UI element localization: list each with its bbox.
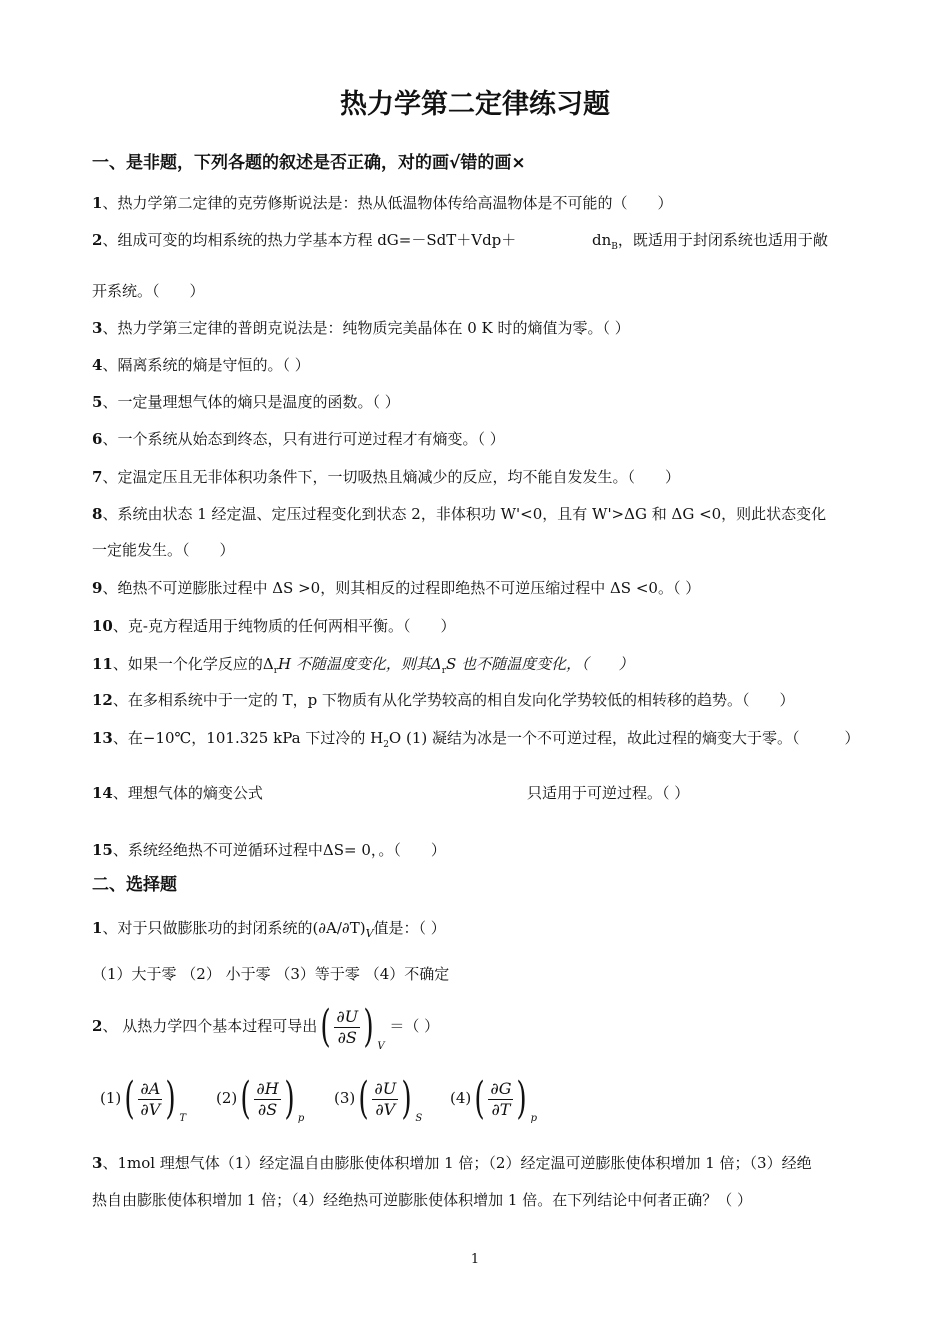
question-text-part: dn (592, 231, 612, 249)
question-text-part: O (1) 凝结为冰是一个不可逆过程，故此过程的熵变大于零。（ ） (388, 729, 860, 747)
choice-2-option-2: (2)( $\frac{\partial H}{\partial S}$ ) $_p$ (216, 1073, 305, 1124)
subscript: r (273, 666, 279, 676)
question-text: 、克-克方程适用于纯物质的任何两相平衡。（ ） (112, 617, 456, 635)
question-text: 、热力学第三定律的普朗克说法是：纯物质完美晶体在 0 K 时的熵值为零。（ ） (102, 319, 630, 337)
question-number: 10 (92, 617, 113, 635)
question-number: 11 (92, 655, 113, 673)
page-number: 1 (470, 1252, 480, 1267)
choice-question-3-continued: 热自由膨胀使体积增加 1 倍；（4）经绝热可逆膨胀使体积增加 1 倍。在下列结论中何者正确？（ ） (92, 1191, 752, 1209)
question-7 (92, 467, 680, 487)
question-number: 12 (92, 691, 113, 709)
question-text-part: H 不随温度变化，则其Δ (278, 655, 442, 673)
question-number: 2 (92, 231, 103, 249)
subscript: B (611, 242, 618, 252)
question-text-part: 值是：（ ） (373, 919, 446, 937)
section-heading-multiple-choice: 二、选择题 (92, 875, 177, 895)
question-1 (92, 193, 672, 213)
question-number: 4 (92, 356, 103, 374)
question-text-part: ，既适用于封闭系统也适用于敞 (617, 231, 828, 249)
question-number: 8 (92, 505, 103, 523)
choice-2-option-3: (3)( $\frac{\partial U}{\partial V}$ ) $_S$ (334, 1073, 423, 1124)
question-10 (92, 616, 455, 636)
question-number: 14 (92, 784, 113, 802)
question-text: 、系统由状态 1 经定温、定压过程变化到状态 2，非体积功 W'<0，且有 W'>ΔG 和 ΔG <0，则此状态变化 (102, 505, 827, 523)
question-text: 、在多相系统中于一定的 T，p 下物质有从化学势较高的相自发向化学势较低的相转移的趋势。（ ） (112, 691, 795, 709)
question-8-continued: 一定能发生。（ ） (92, 541, 235, 559)
question-14 (92, 783, 263, 803)
subscript: V (377, 1041, 385, 1052)
question-text: 、对于只做膨胀功的封闭系统的(∂A/∂T) (102, 919, 366, 937)
question-text: 、一定量理想气体的熵只是温度的函数。（ ） (102, 393, 400, 411)
question-2-continued: 开系统。（ ） (92, 282, 205, 300)
question-text: 、定温定压且无非体积功条件下，一切吸热且熵减少的反应，均不能自发发生。（ ） (102, 468, 680, 486)
question-6 (92, 429, 505, 449)
question-text: 、绝热不可逆膨胀过程中 ΔS >0，则其相反的过程即绝热不可逆压缩过程中 ΔS <0。（ ） (102, 579, 701, 597)
question-text-part: S 也不随温度变化，（ ） (446, 655, 634, 673)
question-number: 1 (92, 194, 103, 212)
question-number: 7 (92, 468, 103, 486)
question-text: 、在−10℃，101.325 kPa 下过冷的 H (112, 729, 384, 747)
question-text: 、隔离系统的熵是守恒的。（ ） (102, 356, 310, 374)
choice-question-1-options: （1）大于零 （2） 小于零 （3）等于零 （4）不确定 (92, 965, 450, 983)
question-2 (92, 230, 516, 250)
question-5 (92, 392, 400, 412)
question-15 (92, 840, 446, 860)
choice-question-2 (92, 1001, 440, 1054)
subscript: r (441, 666, 447, 676)
question-number: 3 (92, 319, 103, 337)
question-11 (92, 654, 634, 681)
question-number: 2 (92, 1017, 103, 1035)
choice-2-option-4: (4)( $\frac{\partial G}{\partial T}$ ) $_p$ (450, 1073, 538, 1124)
partial-derivative: $\frac{\partial U}{\partial S}$ (336, 1006, 359, 1047)
question-13 (92, 728, 860, 755)
question-text: 、组成可变的均相系统的热力学基本方程 dG=－SdT＋Vdp＋ (102, 231, 517, 249)
question-3 (92, 318, 630, 338)
question-number: 15 (92, 841, 113, 859)
question-number: 13 (92, 729, 113, 747)
subscript: 2 (383, 740, 389, 750)
choice-question-3 (92, 1153, 812, 1173)
question-text: 、系统经绝热不可逆循环过程中ΔS= 0，。（ ） (112, 841, 446, 859)
question-4 (92, 355, 310, 375)
question-number: 3 (92, 1154, 103, 1172)
left-paren: ( (320, 1001, 331, 1052)
section-heading-true-false: 一、是非题，下列各题的叙述是否正确，对的画√错的画× (92, 153, 526, 173)
question-text: 、如果一个化学反应的Δ (112, 655, 274, 673)
question-2-dn (592, 230, 828, 257)
question-text-part: ＝（ ） (389, 1017, 440, 1035)
question-12 (92, 690, 795, 710)
choice-2-option-1: (1)( $\frac{\partial A}{\partial V}$ ) $_T$ (100, 1073, 187, 1124)
question-9 (92, 578, 700, 598)
subscript: V (365, 927, 374, 940)
page-title: 热力学第二定律练习题 (340, 89, 610, 120)
question-number: 9 (92, 579, 103, 597)
question-number: 5 (92, 393, 103, 411)
right-paren: ) (363, 1001, 374, 1052)
question-8 (92, 504, 826, 524)
question-text: 、1mol 理想气体（1）经定温自由膨胀使体积增加 1 倍；（2）经定温可逆膨胀使体积增加 1 倍；（3）经绝 (102, 1154, 812, 1172)
choice-question-1 (92, 918, 446, 944)
question-text: 、 从热力学四个基本过程可导出 (102, 1017, 318, 1035)
question-text: 、热力学第二定律的克劳修斯说法是：热从低温物体传给高温物体是不可能的（ ） (102, 194, 673, 212)
question-text: 、一个系统从始态到终态，只有进行可逆过程才有熵变。（ ） (102, 430, 505, 448)
question-number: 6 (92, 430, 103, 448)
question-text: 、理想气体的熵变公式 (112, 784, 263, 802)
question-number: 1 (92, 919, 103, 937)
question-14-continued: 只适用于可逆过程。（ ） (527, 784, 690, 802)
